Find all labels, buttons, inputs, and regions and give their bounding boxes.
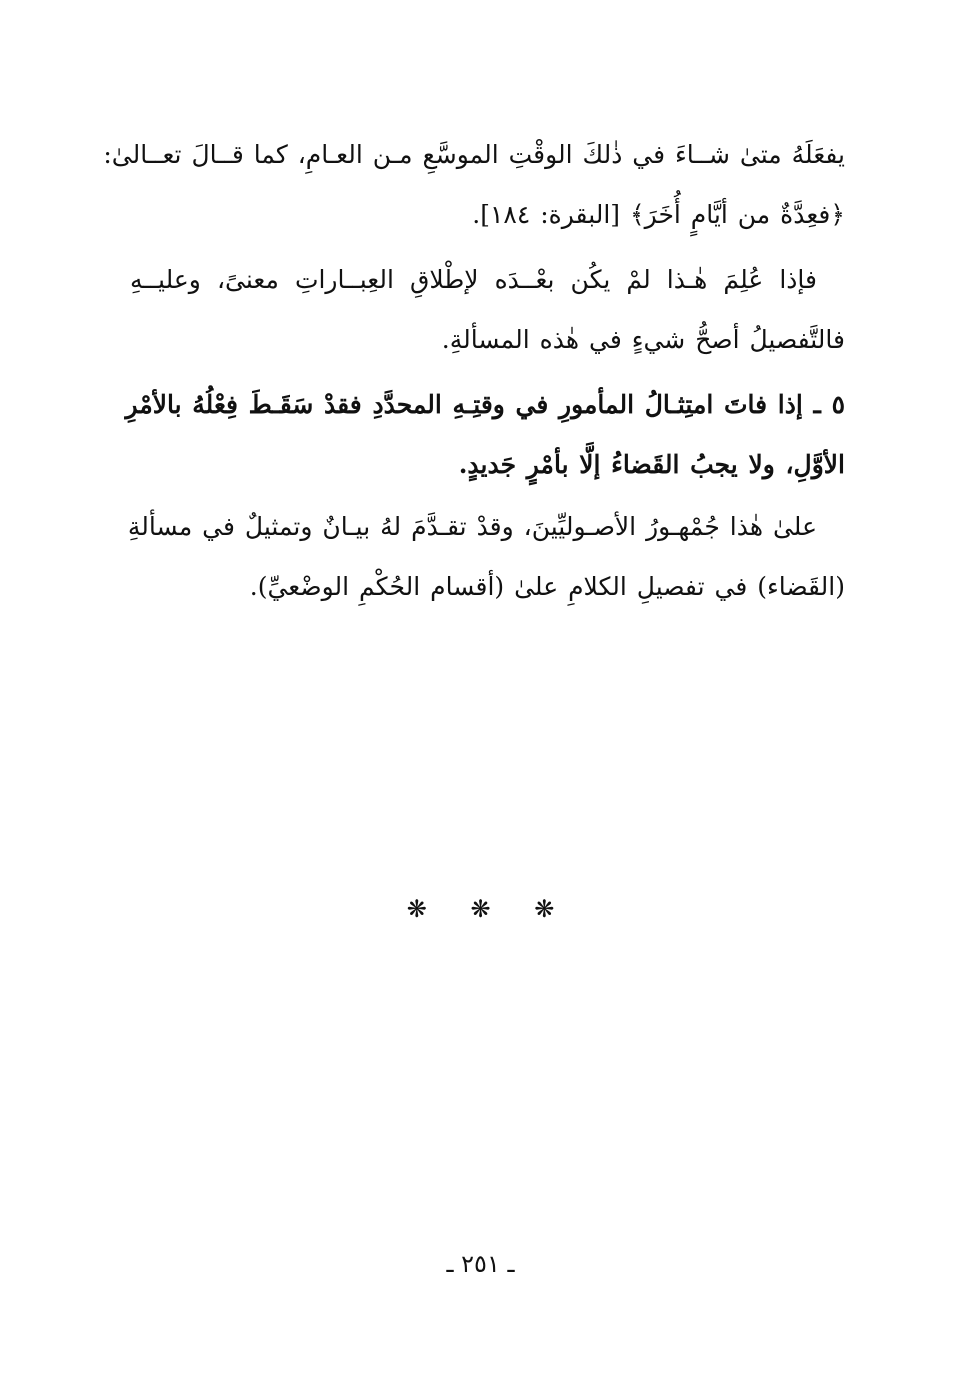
paragraph-line: (القَضاء) في تفصيلِ الكلامِ علىٰ (أقسام الحُكْمِ الوضْعيِّ).: [249, 572, 845, 601]
paragraph-line: الأوَّلِ، ولا يجبُ القَضاءُ إلَّا بأمْرٍ جَديدٍ.: [458, 450, 845, 479]
asterism-icon: ❋: [534, 895, 555, 923]
paragraph-line: فالتَّفصيلُ أصحُّ شيءٍ في هٰذه المسألةِ.: [441, 325, 845, 354]
paragraph-line: فإذا عُلِمَ هٰـذا لمْ يكُن بعْــدَه لإطْلاقِ العِبــاراتِ معنىً، وعليــهِ: [130, 265, 817, 294]
paragraph-line: علىٰ هٰذا جُمْهـورُ الأصـوليِّينَ، وقدْ تقـدَّمَ لهُ بيـانٌ وتمثيلٌ في مسألةِ: [127, 512, 817, 541]
page-number: ـ ٢٥١ ـ: [446, 1250, 515, 1278]
paragraph-line: يفعَلَهُ متىٰ شــاءَ في ذٰلكَ الوقْتِ الموسَّعِ مـن العـامِ، كما قــالَ تعــالىٰ:: [103, 140, 845, 169]
paragraph-quran-citation: [103, 125, 845, 245]
asterism-icon: ❋: [470, 895, 491, 923]
section-separator: [0, 895, 961, 923]
paragraph-line: ٥ ـ إذا فاتَ امتِثـالُ المأمورِ في وقتِـهِ المحدَّدِ فقدْ سَقَـطَ فِعْلُهُ بالأمْرِ: [125, 390, 845, 419]
asterism-icon: ❋: [406, 895, 427, 923]
paragraph-line: ﴿فعِدَّةٌ من أيَّامٍ أُخَرَ﴾ [البقرة: ١٨٤].: [472, 200, 845, 229]
paragraph-rule-five: [125, 375, 845, 495]
paragraph-commentary: [127, 497, 845, 617]
paragraph-conclusion: [130, 250, 845, 370]
